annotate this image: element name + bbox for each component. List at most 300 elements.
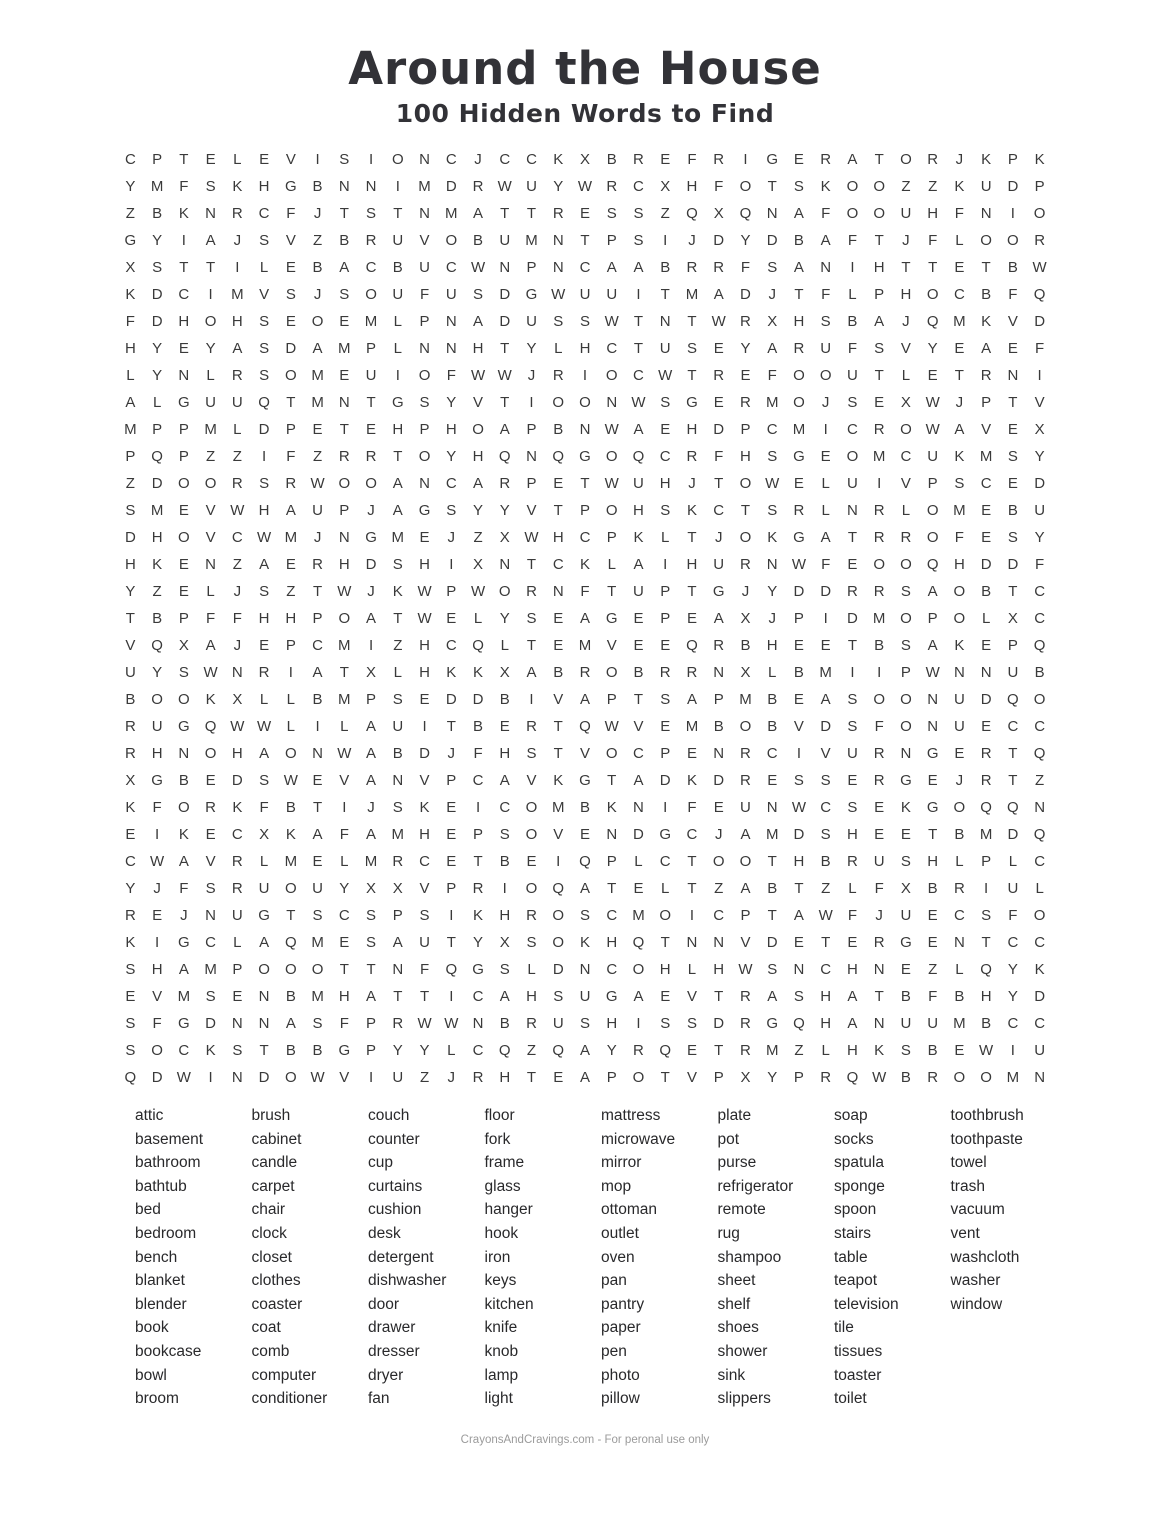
grid-letter: H	[499, 907, 511, 924]
grid-letter: M	[685, 718, 699, 735]
grid-letter: F	[179, 178, 189, 195]
grid-letter: D	[980, 691, 992, 708]
grid-letter: R	[927, 151, 939, 168]
grid-letter: K	[125, 286, 136, 303]
grid-letter: T	[687, 880, 697, 897]
grid-letter: D	[552, 961, 564, 978]
grid-letter: B	[740, 637, 751, 654]
grid-letter: C	[205, 934, 217, 951]
grid-letter: R	[633, 151, 644, 168]
grid-letter: R	[124, 745, 136, 762]
grid-letter: W	[203, 664, 218, 681]
grid-letter: J	[447, 1069, 456, 1086]
grid-letter: D	[419, 745, 430, 762]
grid-letter: P	[660, 583, 671, 600]
grid-letter: L	[661, 529, 670, 546]
grid-letter: S	[526, 610, 537, 627]
grid-letter: X	[660, 178, 671, 195]
grid-letter: O	[1007, 232, 1019, 249]
grid-letter: A	[392, 502, 403, 519]
word-item: towel	[950, 1154, 987, 1172]
grid-letter: T	[366, 394, 376, 411]
word-item: sheet	[717, 1272, 756, 1290]
word-item: pantry	[601, 1295, 645, 1313]
grid-letter: U	[419, 934, 430, 951]
grid-letter: K	[633, 529, 644, 546]
grid-letter: O	[873, 691, 885, 708]
grid-letter: K	[232, 178, 243, 195]
grid-letter: R	[713, 151, 725, 168]
footer-credit: CrayonsAndCravings.com - For peronal use only	[460, 1434, 710, 1446]
grid-letter: T	[366, 961, 376, 978]
grid-letter: S	[259, 340, 270, 357]
grid-letter: D	[1034, 988, 1046, 1005]
grid-letter: M	[391, 529, 405, 546]
grid-letter: T	[553, 718, 563, 735]
grid-letter: W	[470, 259, 486, 276]
grid-letter: Y	[740, 340, 751, 357]
grid-letter: S	[125, 1015, 136, 1032]
word-item: toothpaste	[950, 1130, 1023, 1148]
grid-letter: C	[1034, 853, 1046, 870]
grid-letter: Z	[232, 556, 242, 573]
grid-letter: T	[714, 475, 724, 492]
grid-letter: P	[927, 475, 938, 492]
grid-letter: V	[473, 394, 484, 411]
grid-letter: T	[954, 367, 964, 384]
grid-letter: H	[766, 637, 778, 654]
grid-letter: S	[392, 799, 403, 816]
word-item: vacuum	[950, 1201, 1005, 1219]
grid-letter: I	[823, 610, 828, 627]
word-item: table	[834, 1248, 868, 1266]
grid-letter: O	[284, 1069, 297, 1086]
grid-letter: E	[285, 259, 296, 276]
grid-letter: N	[419, 151, 430, 168]
grid-letter: C	[953, 907, 965, 924]
grid-letter: E	[954, 340, 965, 357]
grid-letter: E	[927, 367, 938, 384]
grid-letter: P	[339, 502, 350, 519]
word-item: closet	[251, 1248, 292, 1266]
grid-letter: E	[205, 151, 216, 168]
grid-letter: E	[793, 151, 804, 168]
grid-letter: T	[847, 529, 857, 546]
grid-letter: E	[927, 907, 938, 924]
grid-letter: O	[472, 421, 484, 438]
word-item: coaster	[251, 1295, 303, 1313]
grid-letter: N	[766, 799, 778, 816]
grid-letter: U	[151, 718, 163, 735]
grid-letter: E	[526, 853, 537, 870]
grid-letter: S	[579, 907, 590, 924]
grid-letter: K	[767, 529, 778, 546]
grid-letter: P	[900, 664, 911, 681]
grid-letter: W	[470, 583, 486, 600]
grid-letter: K	[285, 826, 296, 843]
grid-letter: N	[312, 745, 323, 762]
grid-letter: L	[554, 340, 563, 357]
grid-letter: U	[953, 718, 965, 735]
grid-letter: A	[847, 988, 858, 1005]
grid-letter: I	[208, 1069, 213, 1086]
grid-letter: E	[900, 826, 911, 843]
grid-letter: Y	[553, 178, 564, 195]
grid-letter: E	[874, 799, 885, 816]
grid-letter: F	[179, 880, 189, 897]
grid-letter: N	[873, 1015, 885, 1032]
grid-letter: T	[1008, 772, 1018, 789]
word-item: door	[368, 1295, 400, 1313]
grid-letter: Q	[980, 961, 992, 978]
grid-letter: I	[1037, 367, 1042, 384]
grid-letter: X	[178, 637, 189, 654]
grid-letter: U	[927, 448, 939, 465]
grid-letter: O	[605, 367, 618, 384]
grid-letter: O	[418, 448, 431, 465]
word-item: shelf	[717, 1295, 751, 1313]
grid-letter: B	[392, 745, 403, 762]
grid-letter: P	[366, 691, 377, 708]
grid-letter: E	[446, 826, 457, 843]
word-item: tissues	[834, 1342, 883, 1360]
grid-letter: S	[633, 232, 644, 249]
grid-letter: R	[847, 853, 858, 870]
grid-letter: U	[392, 718, 404, 735]
grid-letter: C	[1034, 610, 1046, 627]
grid-letter: E	[713, 394, 724, 411]
grid-letter: S	[606, 205, 617, 222]
grid-letter: P	[366, 1015, 377, 1032]
grid-letter: B	[900, 1069, 911, 1086]
grid-letter: D	[1007, 556, 1019, 573]
grid-letter: D	[1034, 475, 1046, 492]
grid-letter: N	[980, 664, 992, 681]
grid-letter: U	[312, 880, 323, 897]
grid-letter: X	[900, 880, 911, 897]
grid-letter: U	[873, 853, 885, 870]
grid-letter: O	[819, 367, 832, 384]
grid-letter: N	[258, 988, 270, 1005]
grid-letter: P	[419, 313, 430, 330]
grid-letter: H	[793, 853, 805, 870]
grid-letter: S	[900, 637, 911, 654]
grid-letter: E	[954, 259, 965, 276]
grid-letter: B	[981, 1015, 992, 1032]
grid-letter: B	[606, 151, 617, 168]
grid-letter: A	[178, 961, 189, 978]
grid-letter: A	[633, 556, 644, 573]
grid-letter: O	[980, 1069, 992, 1086]
grid-letter: C	[231, 529, 243, 546]
grid-letter: J	[447, 529, 456, 546]
grid-letter: M	[765, 394, 779, 411]
grid-letter: O	[605, 502, 618, 519]
grid-letter: F	[687, 799, 697, 816]
grid-letter: P	[713, 691, 724, 708]
grid-letter: V	[339, 1069, 350, 1086]
grid-letter: C	[1034, 1015, 1046, 1032]
grid-letter: B	[579, 799, 590, 816]
grid-letter: L	[259, 259, 269, 276]
grid-letter: F	[232, 610, 242, 627]
grid-letter: A	[713, 610, 724, 627]
grid-letter: S	[847, 394, 858, 411]
grid-letter: U	[526, 178, 537, 195]
grid-letter: K	[419, 799, 430, 816]
grid-letter: C	[847, 421, 858, 438]
grid-letter: O	[579, 394, 591, 411]
grid-letter: Q	[258, 394, 270, 411]
word-item: chair	[251, 1201, 286, 1219]
grid-letter: W	[631, 394, 646, 411]
grid-letter: L	[500, 637, 509, 654]
grid-letter: Z	[232, 448, 242, 465]
grid-letter: S	[259, 772, 270, 789]
grid-letter: O	[605, 664, 618, 681]
grid-letter: S	[553, 988, 564, 1005]
grid-letter: S	[339, 286, 350, 303]
grid-letter: O	[498, 583, 511, 600]
grid-letter: T	[981, 259, 991, 276]
grid-letter: U	[713, 556, 725, 573]
grid-letter: L	[393, 340, 402, 357]
word-item: blanket	[135, 1272, 185, 1290]
grid-letter: Y	[125, 583, 136, 600]
grid-letter: O	[284, 880, 297, 897]
word-item: blender	[135, 1295, 187, 1313]
grid-letter: L	[821, 1042, 830, 1059]
word-item: couch	[368, 1107, 410, 1124]
grid-letter: M	[204, 961, 217, 978]
grid-letter: H	[419, 637, 430, 654]
grid-letter: S	[767, 502, 778, 519]
grid-letter: K	[178, 826, 189, 843]
grid-letter: I	[368, 637, 374, 654]
grid-letter: V	[285, 232, 296, 249]
word-item: shoes	[717, 1319, 759, 1337]
grid-letter: M	[150, 502, 164, 519]
grid-letter: S	[900, 1042, 911, 1059]
grid-letter: D	[445, 178, 457, 195]
grid-letter: M	[284, 529, 298, 546]
word-item: kitchen	[484, 1295, 534, 1313]
grid-letter: S	[660, 1015, 671, 1032]
grid-letter: R	[552, 205, 564, 222]
grid-letter: B	[927, 880, 938, 897]
grid-letter: M	[177, 988, 191, 1005]
grid-letter: G	[124, 232, 137, 249]
grid-letter: L	[821, 475, 830, 492]
grid-letter: P	[660, 610, 671, 627]
grid-letter: S	[820, 826, 831, 843]
grid-letter: H	[472, 340, 484, 357]
grid-letter: F	[874, 718, 884, 735]
grid-letter: B	[820, 853, 831, 870]
grid-letter: E	[178, 502, 189, 519]
grid-letter: X	[125, 259, 136, 276]
grid-letter: R	[686, 664, 698, 681]
grid-letter: B	[152, 205, 163, 222]
grid-letter: B	[312, 1042, 323, 1059]
grid-letter: S	[900, 853, 911, 870]
grid-letter: T	[446, 718, 456, 735]
grid-letter: O	[953, 610, 966, 627]
grid-letter: B	[553, 664, 564, 681]
grid-letter: H	[900, 286, 912, 303]
grid-letter: N	[927, 718, 939, 735]
grid-letter: A	[259, 934, 270, 951]
grid-letter: H	[686, 556, 698, 573]
grid-letter: I	[288, 664, 293, 681]
grid-letter: E	[660, 421, 671, 438]
grid-letter: S	[419, 394, 430, 411]
grid-letter: E	[767, 772, 778, 789]
word-item: toaster	[834, 1366, 882, 1384]
grid-letter: F	[874, 880, 884, 897]
grid-letter: O	[178, 691, 190, 708]
grid-letter: G	[712, 583, 725, 600]
grid-letter: Z	[312, 448, 323, 465]
grid-letter: J	[447, 745, 456, 762]
grid-letter: H	[151, 745, 163, 762]
grid-letter: U	[659, 340, 671, 357]
grid-letter: B	[178, 772, 189, 789]
grid-letter: O	[926, 502, 939, 519]
grid-letter: G	[178, 934, 190, 951]
grid-letter: T	[687, 529, 697, 546]
grid-letter: C	[713, 907, 725, 924]
grid-letter: A	[793, 205, 804, 222]
grid-letter: E	[793, 475, 804, 492]
grid-letter: R	[740, 1042, 751, 1059]
grid-letter: J	[367, 502, 375, 519]
grid-letter: H	[338, 988, 350, 1005]
grid-letter: T	[821, 934, 831, 951]
word-item: photo	[601, 1366, 640, 1384]
grid-letter: T	[633, 691, 644, 708]
grid-letter: K	[1034, 961, 1045, 978]
grid-letter: G	[766, 1015, 779, 1032]
grid-letter: D	[499, 313, 511, 330]
word-item: carpet	[251, 1177, 295, 1195]
grid-letter: Y	[446, 394, 457, 411]
grid-letter: U	[1034, 1042, 1046, 1059]
grid-letter: A	[285, 502, 296, 519]
grid-letter: D	[659, 772, 671, 789]
grid-letter: E	[981, 637, 992, 654]
grid-letter: Z	[821, 880, 831, 897]
grid-letter: D	[980, 556, 992, 573]
grid-letter: S	[767, 448, 778, 465]
grid-letter: E	[686, 610, 697, 627]
grid-letter: D	[713, 421, 725, 438]
grid-letter: T	[1008, 394, 1018, 411]
grid-letter: M	[364, 313, 378, 330]
grid-letter: X	[499, 529, 510, 546]
grid-letter: B	[312, 691, 323, 708]
grid-letter: J	[233, 583, 242, 600]
grid-letter: I	[796, 745, 802, 762]
grid-letter: C	[445, 637, 457, 654]
grid-letter: K	[606, 799, 617, 816]
grid-letter: P	[178, 610, 189, 627]
grid-letter: C	[124, 151, 136, 168]
grid-letter: F	[847, 232, 857, 249]
grid-letter: B	[285, 988, 296, 1005]
grid-letter: Q	[1033, 745, 1046, 762]
grid-letter: C	[633, 178, 644, 195]
grid-letter: T	[393, 988, 403, 1005]
grid-letter: K	[232, 799, 243, 816]
grid-letter: O	[900, 691, 912, 708]
grid-letter: O	[632, 961, 645, 978]
grid-letter: L	[259, 853, 269, 870]
grid-letter: D	[820, 583, 832, 600]
grid-letter: B	[285, 1042, 296, 1059]
grid-letter: O	[391, 151, 404, 168]
grid-letter: N	[445, 313, 457, 330]
grid-letter: O	[926, 529, 939, 546]
grid-letter: D	[124, 529, 136, 546]
grid-letter: R	[231, 880, 243, 897]
word-item: light	[484, 1390, 513, 1408]
word-item: hook	[484, 1224, 519, 1242]
grid-letter: O	[204, 313, 217, 330]
grid-letter: N	[445, 340, 457, 357]
grid-letter: F	[339, 826, 349, 843]
grid-letter: N	[231, 664, 243, 681]
grid-letter: S	[793, 988, 804, 1005]
grid-letter: V	[419, 772, 430, 789]
grid-letter: I	[208, 286, 213, 303]
grid-letter: C	[900, 448, 912, 465]
grid-letter: H	[526, 988, 537, 1005]
grid-letter: W	[417, 583, 432, 600]
grid-letter: S	[686, 1015, 697, 1032]
grid-letter: H	[124, 340, 136, 357]
grid-letter: R	[740, 988, 751, 1005]
grid-letter: N	[338, 178, 350, 195]
grid-letter: N	[499, 259, 511, 276]
grid-letter: Y	[1034, 448, 1045, 465]
grid-letter: P	[152, 151, 163, 168]
grid-letter: Q	[579, 718, 591, 735]
grid-letter: M	[765, 826, 779, 843]
grid-letter: W	[711, 313, 726, 330]
grid-letter: S	[125, 961, 136, 978]
grid-letter: X	[767, 313, 778, 330]
grid-letter: P	[446, 880, 457, 897]
grid-letter: F	[152, 1015, 162, 1032]
grid-letter: N	[927, 691, 939, 708]
grid-letter: R	[980, 745, 992, 762]
grid-letter: J	[902, 313, 910, 330]
grid-letter: H	[927, 205, 939, 222]
grid-letter: T	[286, 394, 296, 411]
grid-letter: W	[791, 799, 807, 816]
grid-letter: I	[181, 232, 186, 249]
word-item: tile	[834, 1319, 854, 1337]
grid-letter: R	[927, 1069, 939, 1086]
grid-letter: D	[1034, 313, 1046, 330]
grid-letter: I	[422, 718, 427, 735]
grid-letter: Y	[419, 1042, 430, 1059]
grid-letter: B	[767, 880, 778, 897]
word-item: ottoman	[601, 1201, 658, 1219]
grid-letter: E	[633, 610, 644, 627]
grid-letter: D	[445, 691, 457, 708]
